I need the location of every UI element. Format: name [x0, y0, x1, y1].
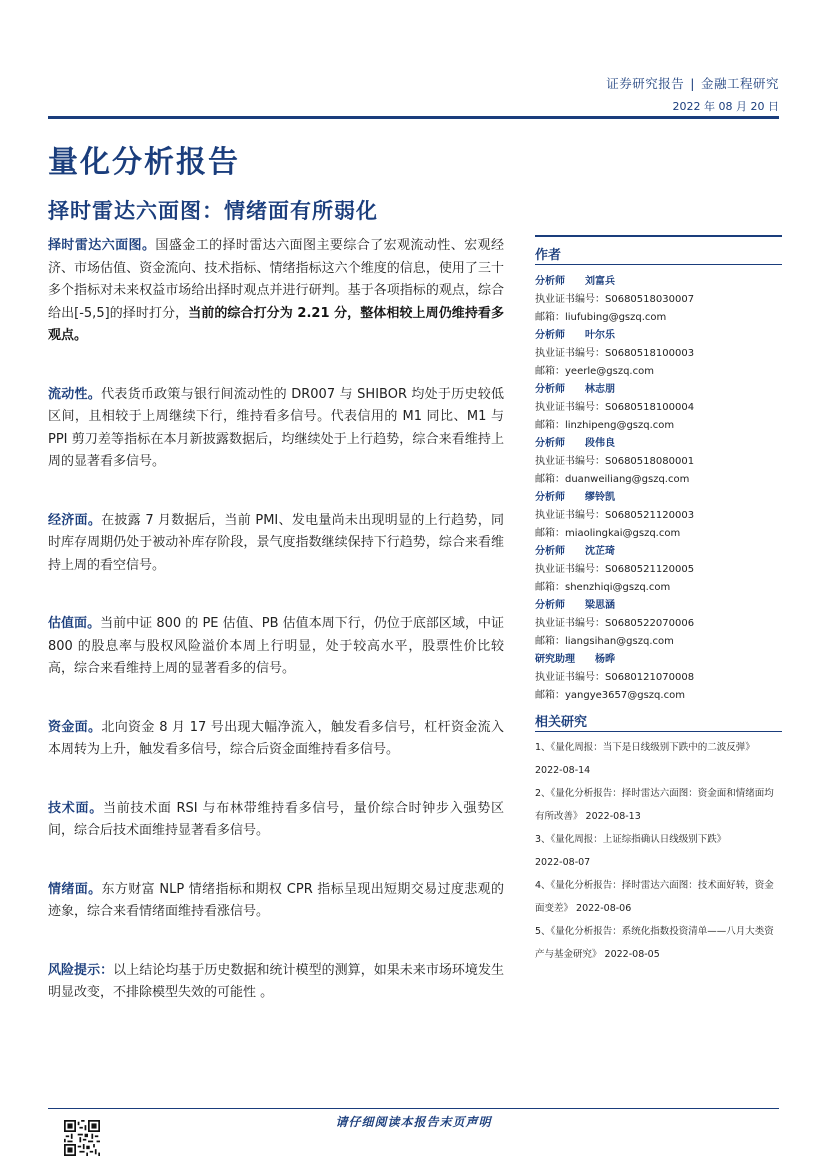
section-text: 当前中证 800 的 PE 估值、PB 估值本周下行，仍位于底部区域，中证 800 的股息率与股权风险溢价本周上行明显，处于较高水平，股票性价比较高，综合来看维持上周的显著看多的信号。 — [48, 616, 504, 676]
risk-warning — [48, 960, 504, 1005]
section-paragraph-liquidity — [48, 384, 504, 474]
cert-number: S0680518080001 — [605, 456, 695, 467]
author-entry — [535, 381, 782, 435]
report-subtitle: 择时雷达六面图：情绪面有所弱化 — [48, 199, 378, 223]
author-email — [535, 525, 782, 543]
author-entry — [535, 435, 782, 489]
section-text: 东方财富 NLP 情绪指标和期权 CPR 指标呈现出短期交易过度悲观的迹象，综合来看情绪面维持看涨信号。 — [48, 881, 504, 919]
author-cert — [535, 507, 782, 525]
related-item-title[interactable]: 5、《量化分析报告：系统化指数投资清单——八月大类资产与基金研究》 — [535, 926, 774, 960]
section-text: 北向资金 8 月 17 号出现大幅净流入，触发看多信号，杠杆资金流入本周转为上升，触发看多信号，综合后资金面维持看多信号。 — [48, 719, 504, 757]
author-cert — [535, 669, 782, 687]
section-paragraph-capital — [48, 717, 504, 762]
cert-label: 执业证书编号： — [535, 510, 605, 521]
footer-disclaimer: 请仔细阅读本报告末页声明 — [335, 1115, 492, 1129]
cert-number: S0680521120005 — [605, 564, 695, 575]
section-lead: 情绪面。 — [48, 881, 102, 897]
author-name: 叶尔乐 — [585, 330, 615, 341]
intro-text: 国盛金工的择时雷达六面图主要综合了宏观流动性、宏观经济、市场估值、资金流向、技术指标、情绪指标这六个维度的信息，使用了三十多个指标对未来权益市场给出择时观点并进行研判。基于各项指标的观点，综合给出[-5,5]的择时打分， — [48, 238, 504, 321]
section-text: 当前技术面 RSI 与布林带维持看多信号，量价综合时钟步入强势区间，综合后技术面维持显著看多信号。 — [48, 800, 504, 838]
authors-divider — [535, 264, 782, 265]
author-name-line — [535, 651, 782, 669]
report-header — [606, 74, 779, 114]
email-label: 邮箱： — [535, 582, 565, 593]
related-item-date: 2022-08-07 — [535, 857, 591, 868]
email-address[interactable]: liangsihan@gszq.com — [565, 636, 674, 647]
section-lead: 流动性。 — [48, 386, 102, 402]
related-item-title[interactable]: 1、《量化周报：当下是日线级别下跌中的二波反弹》 — [535, 742, 755, 753]
section-paragraph-economy — [48, 510, 504, 578]
author-role: 分析师 — [535, 384, 565, 395]
related-item-date: 2022-08-14 — [535, 765, 591, 776]
header-separator: | — [690, 76, 695, 91]
cert-number: S0680518100003 — [605, 348, 695, 359]
intro-paragraph — [48, 235, 504, 348]
report-category: 金融工程研究 — [700, 76, 779, 91]
section-text: 代表货币政策与银行间流动性的 DR007 与 SHIBOR 均处于历史较低区间，且相较于上周继续下行，维持看多信号。代表信用的 M1 同比、M1 与 PPI 剪刀差等指标在本月新披露数据后，均继续处于上行趋势，综合来看维持上周的显著看多信号。 — [48, 386, 504, 469]
cert-label: 执业证书编号： — [535, 672, 605, 683]
report-title: 量化分析报告 — [48, 145, 240, 180]
header-divider — [48, 116, 779, 119]
author-name-line — [535, 597, 782, 615]
section-lead: 估值面。 — [48, 616, 101, 631]
cert-label: 执业证书编号： — [535, 564, 605, 575]
intro-lead: 择时雷达六面图。 — [48, 238, 156, 253]
email-address[interactable]: miaolingkai@gszq.com — [565, 528, 681, 539]
email-address[interactable]: linzhipeng@gszq.com — [565, 420, 675, 431]
cert-label: 执业证书编号： — [535, 456, 605, 467]
email-address[interactable]: liufubing@gszq.com — [565, 312, 667, 323]
cert-label: 执业证书编号： — [535, 348, 605, 359]
author-name: 沈芷琦 — [585, 546, 615, 557]
author-role: 分析师 — [535, 330, 565, 341]
related-item[interactable] — [535, 828, 782, 874]
author-name-line — [535, 273, 782, 291]
email-label: 邮箱： — [535, 312, 565, 323]
author-name-line — [535, 327, 782, 345]
author-email — [535, 579, 782, 597]
email-address[interactable]: duanweiliang@gszq.com — [565, 474, 690, 485]
author-name: 杨晔 — [595, 654, 615, 665]
header-category-line — [606, 74, 779, 92]
related-item[interactable] — [535, 736, 782, 782]
email-label: 邮箱： — [535, 528, 565, 539]
author-cert — [535, 561, 782, 579]
risk-text: 以上结论均基于历史数据和统计模型的测算，如果未来市场环境发生明显改变，不排除模型失效的可能性 。 — [48, 962, 504, 1000]
section-lead: 技术面。 — [48, 800, 103, 816]
email-label: 邮箱： — [535, 474, 565, 485]
related-item[interactable] — [535, 782, 782, 828]
cert-label: 执业证书编号： — [535, 294, 605, 305]
cert-number: S0680121070008 — [605, 672, 695, 683]
author-role: 分析师 — [535, 600, 565, 611]
author-role: 分析师 — [535, 492, 565, 503]
sidebar-column — [535, 235, 782, 966]
related-divider — [535, 731, 782, 732]
cert-label: 执业证书编号： — [535, 618, 605, 629]
email-address[interactable]: shenzhiqi@gszq.com — [565, 582, 671, 593]
author-email — [535, 471, 782, 489]
author-cert — [535, 291, 782, 309]
section-lead: 经济面。 — [48, 512, 102, 528]
author-role: 分析师 — [535, 276, 565, 287]
intro-conclusion: 当前的综合打分为 2.21 分，整体相较上周仍维持看多观点。 — [48, 305, 504, 343]
author-name: 刘富兵 — [585, 276, 615, 287]
section-paragraph-sentiment — [48, 879, 504, 924]
authors-title: 作者 — [535, 235, 782, 262]
qr-code-icon — [64, 1120, 100, 1156]
author-cert — [535, 615, 782, 633]
related-item-title[interactable]: 4、《量化分析报告：择时雷达六面图：技术面好转，资金面变差》 — [535, 880, 774, 914]
author-name: 林志朋 — [585, 384, 615, 395]
related-item[interactable] — [535, 920, 782, 966]
related-item-date: 2022-08-05 — [604, 949, 660, 960]
related-item-date: 2022-08-06 — [576, 903, 632, 914]
author-role: 分析师 — [535, 438, 565, 449]
email-label: 邮箱： — [535, 420, 565, 431]
author-entry — [535, 597, 782, 651]
author-name-line — [535, 381, 782, 399]
section-paragraph-technical — [48, 798, 504, 843]
author-name: 段伟良 — [585, 438, 615, 449]
email-label: 邮箱： — [535, 690, 565, 701]
cert-label: 执业证书编号： — [535, 402, 605, 413]
email-label: 邮箱： — [535, 636, 565, 647]
related-item[interactable] — [535, 874, 782, 920]
cert-number: S0680522070006 — [605, 618, 695, 629]
author-entry — [535, 327, 782, 381]
author-email — [535, 687, 782, 705]
report-type: 证券研究报告 — [606, 76, 685, 91]
cert-number: S0680518100004 — [605, 402, 695, 413]
footer-divider — [48, 1108, 779, 1109]
author-cert — [535, 453, 782, 471]
section-text: 在披露 7 月数据后，当前 PMI、发电量尚未出现明显的上行趋势，同时库存周期仍处于被动补库存阶段，景气度指数继续保持下行趋势，综合来看维持上周的看空信号。 — [48, 512, 504, 573]
related-item-title[interactable]: 3、《量化周报：上证综指确认日线级别下跌》 — [535, 834, 727, 845]
author-email — [535, 363, 782, 381]
author-name-line — [535, 489, 782, 507]
author-email — [535, 633, 782, 651]
author-role: 研究助理 — [535, 654, 575, 665]
report-date: 2022 年 08 月 20 日 — [672, 100, 779, 113]
related-item-date: 2022-08-13 — [585, 811, 641, 822]
email-address[interactable]: yeerle@gszq.com — [565, 366, 654, 377]
author-email — [535, 417, 782, 435]
cert-number: S0680518030007 — [605, 294, 695, 305]
related-title: 相关研究 — [535, 715, 588, 730]
cert-number: S0680521120003 — [605, 510, 695, 521]
summary-column — [48, 235, 504, 1005]
author-entry — [535, 543, 782, 597]
section-paragraph-valuation — [48, 613, 504, 681]
related-item-title[interactable]: 2、《量化分析报告：择时雷达六面图：资金面和情绪面均有所改善》 — [535, 788, 774, 822]
author-name: 梁思涵 — [585, 600, 615, 611]
author-name-line — [535, 543, 782, 561]
email-label: 邮箱： — [535, 366, 565, 377]
section-lead: 资金面。 — [48, 719, 102, 735]
author-role: 分析师 — [535, 546, 565, 557]
author-cert — [535, 399, 782, 417]
author-name: 缪铃凯 — [585, 492, 615, 503]
author-entry — [535, 651, 782, 705]
author-email — [535, 309, 782, 327]
author-entry — [535, 273, 782, 327]
author-name-line — [535, 435, 782, 453]
author-cert — [535, 345, 782, 363]
author-entry — [535, 489, 782, 543]
risk-lead: 风险提示： — [48, 962, 114, 978]
email-address[interactable]: yangye3657@gszq.com — [565, 690, 685, 701]
